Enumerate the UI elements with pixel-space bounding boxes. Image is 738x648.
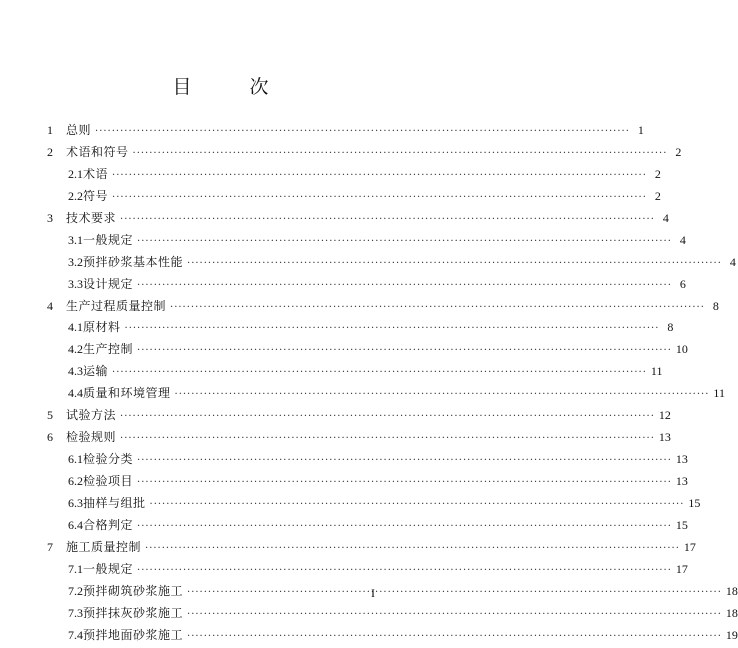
toc-entry-page: 1 xyxy=(637,123,644,137)
dot-leader xyxy=(187,258,722,269)
toc-entry-number: 4.2 xyxy=(68,342,83,357)
toc-entry-label: 生产过程质量控制 xyxy=(66,298,167,313)
toc-entry-page: 4 xyxy=(729,254,736,269)
toc-entry[interactable] xyxy=(47,406,671,428)
toc-entry-page: 11 xyxy=(650,364,663,379)
dot-leader xyxy=(137,280,672,291)
toc-entry-label: 合格判定 xyxy=(83,517,134,532)
dot-leader xyxy=(187,631,722,642)
toc-entry[interactable] xyxy=(47,318,674,340)
toc-entry-label: 设计规定 xyxy=(83,276,134,291)
toc-entry[interactable] xyxy=(47,231,686,253)
toc-entry-label: 运输 xyxy=(83,364,109,379)
toc-entry-number: 6.3 xyxy=(68,495,83,510)
toc-entry-page: 12 xyxy=(658,408,671,423)
page-number: I xyxy=(371,586,375,600)
toc-entry-label: 施工质量控制 xyxy=(66,539,142,554)
toc-entry-number: 4 xyxy=(47,298,53,313)
toc-entry-label: 技术要求 xyxy=(66,210,117,225)
table-of-contents xyxy=(47,121,738,648)
toc-entry-number: 2 xyxy=(47,144,53,159)
toc-entry-page: 17 xyxy=(683,539,696,554)
toc-entry-number: 7.2 xyxy=(68,583,83,598)
toc-entry[interactable] xyxy=(47,450,688,472)
toc-entry-number: 7.3 xyxy=(68,605,83,620)
toc-entry[interactable] xyxy=(47,560,688,582)
toc-entry[interactable] xyxy=(47,362,663,384)
toc-entry-label: 原材料 xyxy=(83,320,121,335)
toc-entry[interactable] xyxy=(47,494,701,516)
toc-entry[interactable] xyxy=(47,165,661,187)
toc-entry-number: 6.1 xyxy=(68,452,83,467)
dot-leader xyxy=(137,565,672,576)
toc-entry-label: 预拌抹灰砂浆施工 xyxy=(83,605,184,620)
toc-entry-page: 13 xyxy=(675,474,688,488)
dot-leader xyxy=(137,236,672,247)
toc-entry[interactable] xyxy=(47,516,688,538)
toc-entry-label: 预拌地面砂浆施工 xyxy=(83,627,184,642)
dot-leader xyxy=(187,609,722,620)
dot-leader xyxy=(187,587,722,598)
toc-entry[interactable] xyxy=(47,275,686,297)
toc-entry-label: 检验项目 xyxy=(83,474,134,488)
dot-leader xyxy=(137,521,672,532)
toc-entry-label: 一般规定 xyxy=(83,232,134,247)
toc-entry-number: 7.1 xyxy=(68,561,83,576)
toc-entry-number: 6.4 xyxy=(68,517,83,532)
toc-entry-page: 2 xyxy=(675,144,682,159)
toc-entry-number: 1 xyxy=(47,123,53,137)
toc-entry-page: 4 xyxy=(679,232,686,247)
toc-entry[interactable] xyxy=(47,143,682,165)
toc-entry-label: 符号 xyxy=(83,188,109,203)
toc-entry[interactable] xyxy=(47,187,661,209)
toc-entry-label: 术语 xyxy=(83,166,109,181)
toc-entry-number: 6 xyxy=(47,430,53,445)
toc-entry[interactable] xyxy=(47,582,738,604)
toc-entry-page: 4 xyxy=(662,210,669,225)
toc-entry[interactable] xyxy=(47,121,644,143)
toc-entry-label: 总则 xyxy=(66,123,92,137)
toc-entry-label: 预拌砂浆基本性能 xyxy=(83,254,184,269)
toc-entry[interactable] xyxy=(47,472,688,494)
toc-entry[interactable] xyxy=(47,297,719,319)
toc-entry[interactable] xyxy=(47,384,725,406)
toc-entry-page: 8 xyxy=(667,320,674,335)
toc-entry-number: 3 xyxy=(47,210,53,225)
dot-leader xyxy=(112,192,647,203)
toc-entry-label: 质量和环境管理 xyxy=(83,386,171,401)
toc-entry-page: 6 xyxy=(679,276,686,291)
toc-entry-page: 19 xyxy=(725,627,738,642)
toc-entry-label: 检验分类 xyxy=(83,452,134,467)
toc-entry[interactable] xyxy=(47,209,669,231)
toc-entry-label: 检验规则 xyxy=(66,430,117,445)
toc-entry-page: 13 xyxy=(675,452,688,467)
toc-entry[interactable] xyxy=(47,340,688,362)
toc-entry-page: 8 xyxy=(712,298,719,313)
dot-leader xyxy=(120,411,655,422)
dot-leader xyxy=(112,170,647,181)
toc-entry-number: 4.4 xyxy=(68,386,83,401)
dot-leader xyxy=(120,214,655,225)
toc-entry-number: 7.4 xyxy=(68,627,83,642)
toc-entry-number: 3.3 xyxy=(68,276,83,291)
dot-leader xyxy=(150,499,685,510)
dot-leader xyxy=(137,455,672,466)
dot-leader xyxy=(170,302,705,313)
toc-entry-number: 4.1 xyxy=(68,320,83,335)
dot-leader xyxy=(145,543,680,554)
toc-entry-label: 预拌砌筑砂浆施工 xyxy=(83,583,184,598)
toc-entry-label: 术语和符号 xyxy=(66,144,129,159)
toc-entry-number: 3.2 xyxy=(68,254,83,269)
toc-entry[interactable] xyxy=(47,604,738,626)
toc-entry-label: 一般规定 xyxy=(83,561,134,576)
toc-entry-number: 3.1 xyxy=(68,232,83,247)
toc-entry-number: 2.2 xyxy=(68,188,83,203)
dot-leader xyxy=(133,148,668,159)
toc-entry-number: 2.1 xyxy=(68,166,83,181)
toc-entry[interactable] xyxy=(47,626,738,648)
toc-entry-label: 抽样与组批 xyxy=(83,495,146,510)
toc-entry-page: 17 xyxy=(675,561,688,576)
toc-entry-page: 18 xyxy=(725,583,738,598)
toc-entry-number: 4.3 xyxy=(68,364,83,379)
toc-entry[interactable] xyxy=(47,538,696,560)
toc-entry[interactable] xyxy=(47,253,736,275)
dot-leader xyxy=(120,433,655,444)
toc-entry-page: 2 xyxy=(654,166,661,181)
toc-entry-number: 5 xyxy=(47,408,53,423)
toc-entry-page: 18 xyxy=(725,605,738,620)
toc-entry-page: 10 xyxy=(675,342,688,357)
toc-entry-page: 15 xyxy=(688,495,701,510)
dot-leader xyxy=(125,323,660,334)
dot-leader xyxy=(137,477,672,488)
toc-entry[interactable] xyxy=(47,428,671,450)
toc-entry-label: 试验方法 xyxy=(66,408,117,423)
dot-leader xyxy=(95,126,630,137)
toc-entry-label: 生产控制 xyxy=(83,342,134,357)
dot-leader xyxy=(175,389,710,400)
toc-entry-page: 15 xyxy=(675,517,688,532)
toc-entry-number: 6.2 xyxy=(68,474,83,488)
toc-entry-page: 13 xyxy=(658,430,671,445)
toc-entry-page: 2 xyxy=(654,188,661,203)
dot-leader xyxy=(137,345,672,356)
toc-entry-number: 7 xyxy=(47,539,53,554)
toc-entry-page: 11 xyxy=(713,386,725,401)
dot-leader xyxy=(112,367,647,378)
page-title: 目 次 xyxy=(172,76,295,98)
